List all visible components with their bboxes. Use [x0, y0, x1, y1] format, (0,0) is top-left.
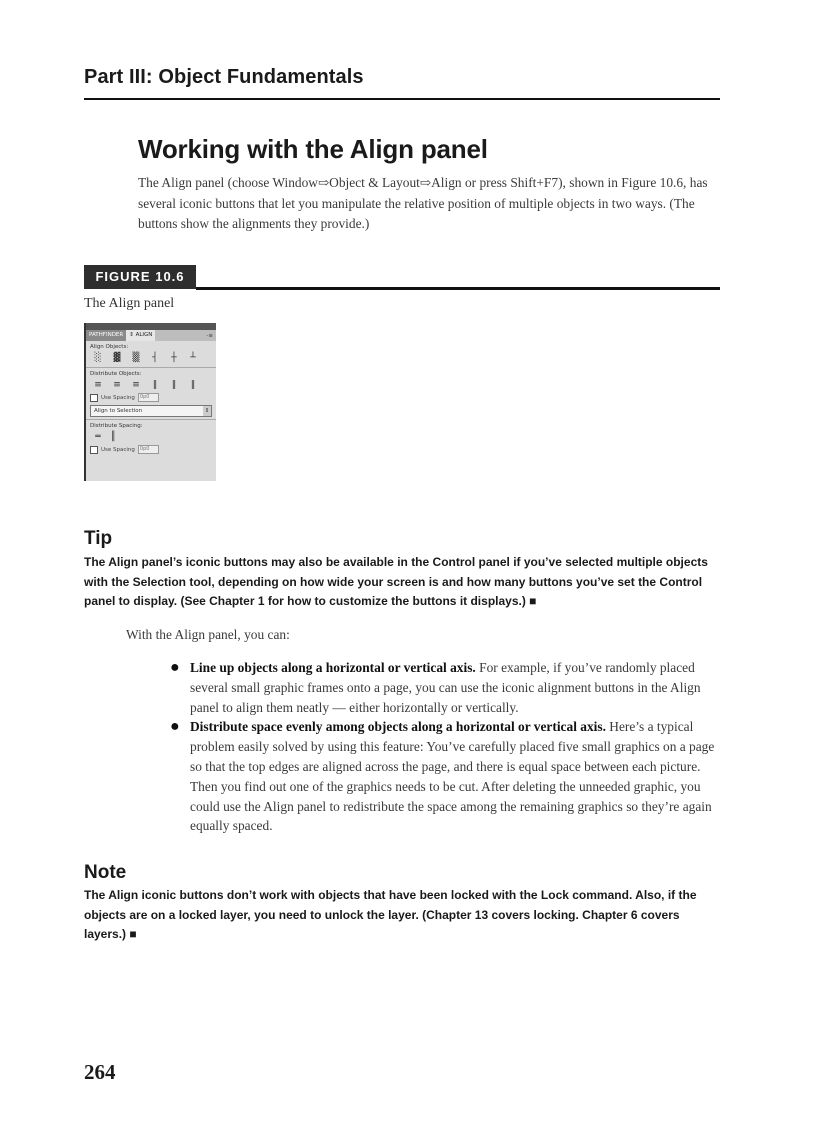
align-bottom-edges-icon[interactable]: ┴: [190, 352, 196, 363]
dropdown-arrow-icon: ⇕: [204, 408, 210, 414]
section-title: Working with the Align panel: [138, 134, 488, 164]
figure-label: FIGURE 10.6: [84, 265, 196, 289]
distribute-spacing-label: Distribute Spacing:: [90, 423, 143, 429]
figure-caption: The Align panel: [84, 296, 175, 311]
page-number: 264: [84, 1060, 116, 1084]
distribute-objects-label: Distribute Objects:: [90, 371, 142, 377]
bullet-title: Distribute space evenly among objects along a horizontal or vertical axis.: [190, 719, 606, 735]
use-spacing-row-2: [86, 444, 216, 455]
note-text: The Align iconic buttons don’t work with objects that have been locked with the Lock command. Also, if the objects are on a locked layer, you need to unlock the layer. (Chapter 13 covers locking. Chapter 6 covers layers.) ■: [84, 888, 697, 941]
bullet-text: For example, if you’ve randomly placed several small graphic frames onto a page, you can use the iconic alignment buttons in the Align panel to align them neatly — either horizontally or vertically.: [190, 660, 701, 715]
distribute-vertical-space-icon[interactable]: ═: [95, 431, 101, 442]
panel-menu-icon[interactable]: -≡: [206, 332, 213, 339]
distribute-top-edges-icon[interactable]: ≡: [94, 379, 102, 390]
tip-heading: Tip: [84, 528, 113, 549]
distribute-right-edges-icon[interactable]: ‖: [190, 379, 196, 390]
spacing-field-1[interactable]: 0p0: [138, 393, 159, 402]
use-spacing-checkbox-1[interactable]: [90, 394, 98, 402]
bullet-title: Line up objects along a horizontal or vertical axis.: [190, 660, 476, 675]
figure-rule: [196, 287, 720, 290]
bullet-text: Here’s a typical problem easily solved by using this feature: You’ve carefully placed five small graphics on a page so that the top edges are aligned across the page, and there is equal space between each picture. Then you find out one of the graphics needs to be cut. After deleting the unneeded graphic, you could use the Align panel to redistribute the space among the remaining graphics so they’re again equally spaced.: [190, 719, 715, 834]
list-item: [170, 717, 722, 836]
tab-pathfinder[interactable]: PATHFINDER: [86, 330, 126, 341]
use-spacing-label-2: Use Spacing: [101, 446, 135, 453]
panel-title-bar: [86, 323, 216, 330]
running-head: Part III: Object Fundamentals: [84, 66, 364, 88]
note-heading: Note: [84, 862, 127, 883]
bullet-icon: ●: [170, 659, 180, 676]
align-panel-screenshot: [84, 323, 216, 481]
align-left-edges-icon[interactable]: ░: [94, 352, 102, 363]
distribute-horizontal-centers-icon[interactable]: ‖: [171, 379, 177, 390]
align-top-edges-icon[interactable]: ┤: [152, 352, 158, 363]
distribute-objects-buttons: [86, 378, 216, 392]
use-spacing-checkbox-2[interactable]: [90, 446, 98, 454]
use-spacing-label-1: Use Spacing: [101, 394, 135, 401]
list-item: [170, 658, 722, 717]
align-objects-label: Align Objects:: [90, 344, 129, 350]
align-vertical-centers-icon[interactable]: ┼: [171, 352, 177, 363]
header-rule: [84, 98, 720, 100]
align-right-edges-icon[interactable]: ▒: [132, 352, 140, 363]
distribute-horizontal-space-icon[interactable]: ║: [110, 431, 116, 442]
panel-divider: [86, 367, 216, 368]
panel-tab-bar: [86, 330, 216, 341]
distribute-bottom-edges-icon[interactable]: ≡: [132, 379, 140, 390]
use-spacing-row-1: [86, 392, 216, 403]
distribute-left-edges-icon[interactable]: ‖: [152, 379, 158, 390]
body-lead-in: With the Align panel, you can:: [126, 627, 290, 642]
distribute-vertical-centers-icon[interactable]: ≡: [113, 379, 121, 390]
spacing-field-2[interactable]: 0p0: [138, 445, 159, 454]
align-to-value: Align to Selection: [94, 408, 143, 414]
align-horizontal-centers-icon[interactable]: ▓: [113, 352, 121, 363]
align-objects-buttons: [86, 351, 216, 365]
align-to-dropdown[interactable]: [90, 405, 212, 417]
bullet-icon: ●: [170, 718, 180, 736]
intro-paragraph: The Align panel (choose Window⇨Object & Layout⇨Align or press Shift+F7), shown in Figure 10.6, has several iconic buttons that let you manipulate the relative position of multiple objects in two ways. (The buttons show the alignments they provide.): [138, 175, 708, 231]
distribute-spacing-buttons: [86, 430, 216, 444]
panel-divider: [86, 419, 216, 420]
tip-text: The Align panel’s iconic buttons may also be available in the Control panel if you’ve selected multiple objects with the Selection tool, depending on how wide your screen is and how many buttons you’ve set the Control panel to display. (See Chapter 1 for how to customize the buttons it displays.) ■: [84, 555, 708, 608]
bullet-list: [170, 658, 722, 836]
tab-align[interactable]: ⇕ ALIGN: [126, 330, 155, 341]
